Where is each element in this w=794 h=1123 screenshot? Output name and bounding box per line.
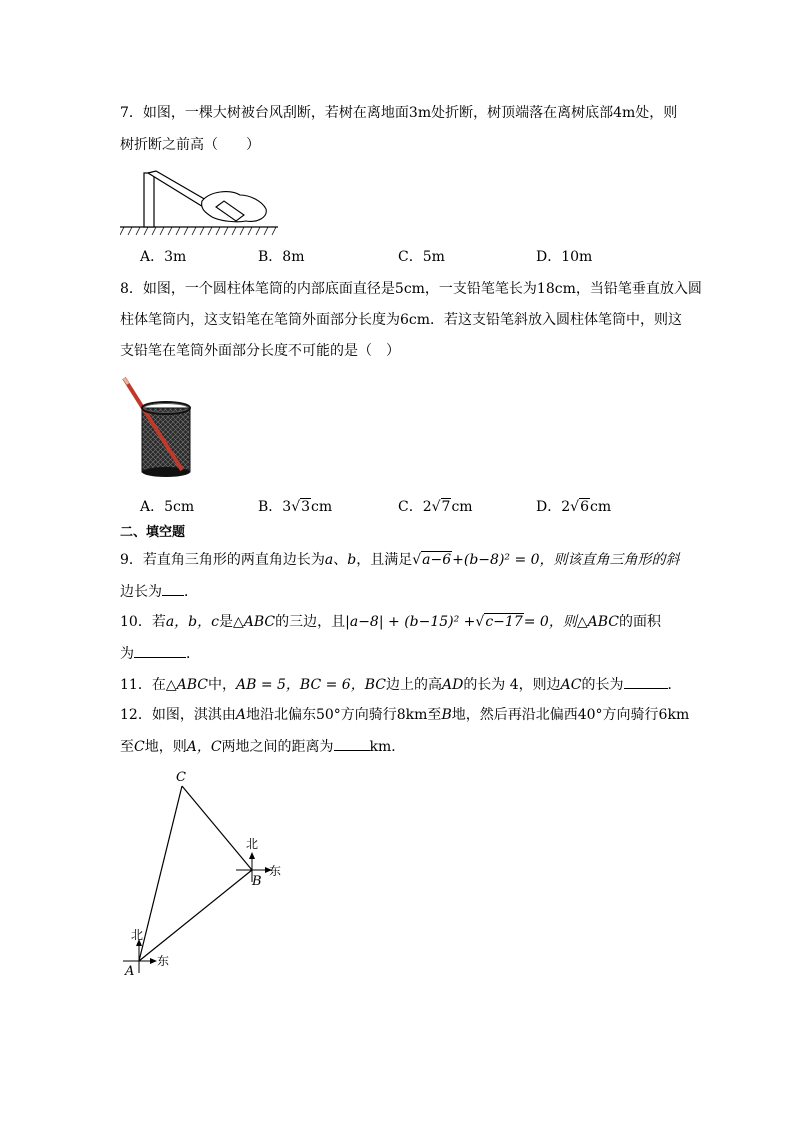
- answer-blank[interactable]: [334, 736, 370, 751]
- east-label-a: 东: [157, 954, 170, 968]
- segment-bc: [182, 786, 252, 870]
- pencil-cup-figure: [118, 372, 198, 484]
- north-label-b: 北: [246, 837, 259, 851]
- q7-option-b: B．8m: [258, 249, 305, 265]
- label-b: B: [252, 874, 262, 889]
- east-arrow-a-icon: [150, 958, 157, 964]
- answer-blank[interactable]: [134, 643, 186, 658]
- segment-ab: [139, 870, 252, 961]
- q9-line2: 边长为 ．: [120, 581, 198, 602]
- q7-line1: 7．如图，一棵大树被台风刮断，若树在离地面3m处折断，树顶端落在离树底部4m处，则: [120, 105, 678, 121]
- label-a: A: [125, 964, 135, 979]
- q7-option-c: C．5m: [398, 249, 445, 265]
- q11-line1: 11．在△ABC中，AB = 5，BC = 6，BC边上的高AD的长为 4，则边AC的长为 ．: [120, 674, 682, 695]
- broken-tree-figure: [120, 165, 280, 237]
- east-label-b: 东: [269, 864, 282, 878]
- segment-ac: [139, 786, 182, 961]
- q7-option-a: A．3m: [140, 249, 187, 265]
- q12-line2: 至C地，则A，C两地之间的距离为 km．: [120, 736, 405, 757]
- q8-line3: 支铅笔在笔筒外面部分长度不可能的是（ ）: [120, 343, 400, 359]
- answer-blank[interactable]: [624, 674, 668, 689]
- q8-option-d: D．2√6cm: [536, 499, 612, 515]
- q8-option-a: A．5cm: [140, 499, 195, 515]
- q8-line1: 8．如图，一个圆柱体笔筒的内部底面直径是5cm，一支铅笔笔长为18cm，当铅笔垂直放入圆: [120, 281, 702, 297]
- north-arrow-b-icon: [249, 852, 255, 859]
- q8-option-b: B．3√3cm: [258, 499, 333, 515]
- q8-option-c: C．2√7cm: [398, 499, 473, 515]
- q7-option-d: D．10m: [536, 249, 593, 265]
- section-heading: 二、填空题: [120, 525, 186, 540]
- answer-blank[interactable]: [162, 581, 184, 596]
- north-label-a: 北: [131, 928, 144, 942]
- label-c: C: [176, 770, 186, 785]
- q8-line2: 柱体笔筒内，这支铅笔在笔筒外面部分长度为6cm．若这支铅笔斜放入圆柱体笔筒中，则这: [120, 312, 683, 328]
- q9-line1: 9．若直角三角形的两直角边长为a、b，且满足√a−6+(b−8)² = 0，则该直角三角形的斜: [120, 552, 680, 568]
- q10-line1: 10．若a，b，c是△ABC的三边，且|a−8| + (b−15)² +√c−17= 0，则△ABC的面积: [120, 614, 661, 630]
- q12-line1: 12．如图，淇淇由A地沿北偏东50°方向骑行8km至B地，然后再沿北偏西40°方向骑行6km: [120, 707, 690, 723]
- q10-line2: 为 ．: [120, 643, 200, 664]
- q7-line2: 树折断之前高（ ）: [120, 137, 260, 153]
- route-triangle-figure: [115, 765, 295, 985]
